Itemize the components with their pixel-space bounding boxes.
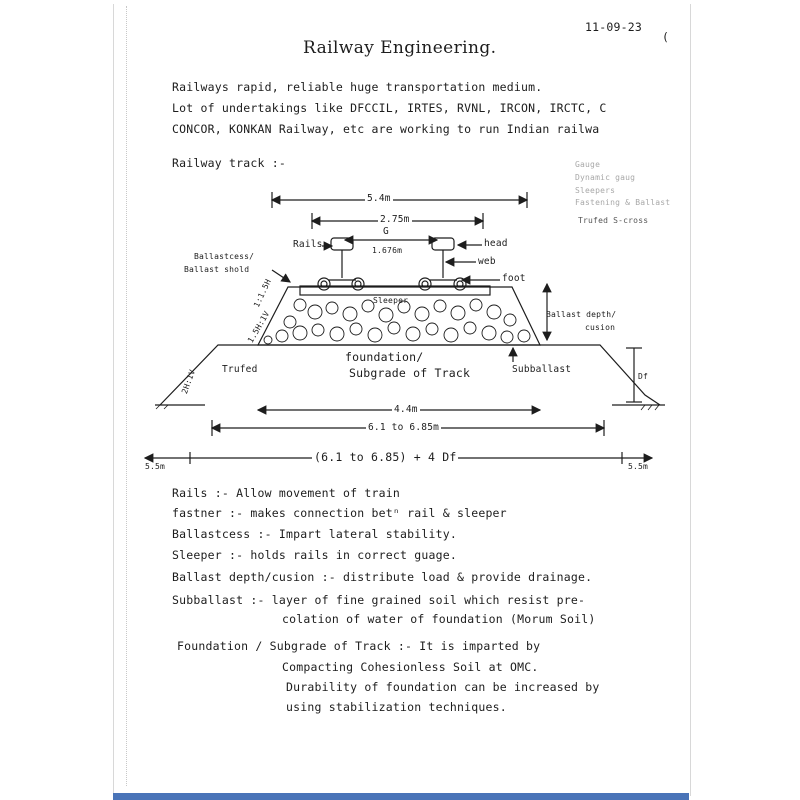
subballast-label: Subballast — [512, 364, 572, 375]
left-rail — [328, 238, 356, 280]
web-label: web — [478, 256, 496, 267]
dim-right-edge-label: 5.5m — [628, 462, 649, 471]
def-fastner: fastner :- makes connection betⁿ rail & sleeper — [172, 506, 507, 520]
def-subballast-cont: colation of water of foundation (Morum Soil) — [282, 612, 596, 626]
foundation-label-2: Subgrade of Track — [349, 366, 471, 380]
ballast-depth-label-1: Ballast depth/ — [546, 310, 617, 319]
sleeper-label: Sleeper — [373, 296, 409, 305]
trufed-label: Trufed — [222, 364, 258, 375]
margin-note-5: Trufed S-cross — [578, 216, 649, 225]
def-sleeper: Sleeper :- holds rails in correct guage. — [172, 548, 457, 562]
margin-note-1: Gauge — [575, 160, 601, 169]
sub-slope-label: 1.5H:1V — [246, 309, 272, 345]
intro-line-2: Lot of undertakings like DFCCIL, IRTES, RVNL, IRCON, IRCTC, C — [172, 101, 607, 115]
foundation-note-1: Foundation / Subgrade of Track :- It is imparted by — [177, 639, 541, 653]
intro-line-1: Railways rapid, reliable huge transportation medium. — [172, 80, 543, 94]
def-ballastcess: Ballastcess :- Impart lateral stability. — [172, 527, 457, 541]
intro-line-3: CONCOR, KONKAN Railway, etc are working to run Indian railwa — [172, 122, 600, 136]
margin-note-3: Sleepers — [575, 186, 616, 195]
foundation-note-2: Compacting Cohesionless Soil at OMC. — [282, 660, 539, 674]
dim-mid-label: 2.75m — [380, 214, 410, 225]
rails-label: Rails — [293, 239, 323, 250]
def-subballast: Subballast :- layer of fine grained soil which resist pre- — [172, 593, 586, 607]
def-rails: Rails :- Allow movement of train — [172, 486, 400, 500]
head-label: head — [484, 238, 508, 249]
gauge-value: 1.676m — [372, 246, 403, 255]
margin-note-2: Dynamic gaug — [575, 173, 636, 182]
left-slope-label: 2H:1V — [180, 368, 198, 396]
corner-mark: ( — [662, 30, 670, 44]
dim-bottom2-label: 6.1 to 6.85m — [368, 422, 440, 433]
foundation-note-3: Durability of foundation can be increased by — [286, 680, 600, 694]
dim-bottom3-label: (6.1 to 6.85) + 4 Df — [314, 450, 457, 464]
dim-bottom1-label: 4.4m — [394, 404, 418, 415]
ballastcess-leader — [272, 270, 290, 282]
right-rail — [429, 238, 457, 280]
section-heading: Railway track :- — [172, 156, 286, 170]
date-label: 11-09-23 — [585, 20, 642, 34]
margin-note-4: Fastening & Ballast — [575, 198, 671, 207]
dim-top-label: 5.4m — [367, 193, 391, 204]
foot-label: foot — [502, 273, 526, 284]
page-title: Railway Engineering. — [303, 38, 497, 58]
ballast-slope-label: 1:1.5H — [252, 277, 273, 309]
gauge-letter: G — [383, 226, 389, 237]
ballastcess-label-2: Ballast shold — [184, 265, 250, 274]
foundation-note-4: using stabilization techniques. — [286, 700, 507, 714]
dim-left-edge-label: 5.5m — [145, 462, 166, 471]
ballastcess-label-1: Ballastcess/ — [194, 252, 255, 261]
foundation-label-1: foundation/ — [345, 350, 424, 364]
df-label: Df — [638, 372, 649, 381]
ballast-depth-label-2: cusion — [585, 323, 616, 332]
def-ballast-depth: Ballast depth/cusion :- distribute load & provide drainage. — [172, 570, 593, 584]
